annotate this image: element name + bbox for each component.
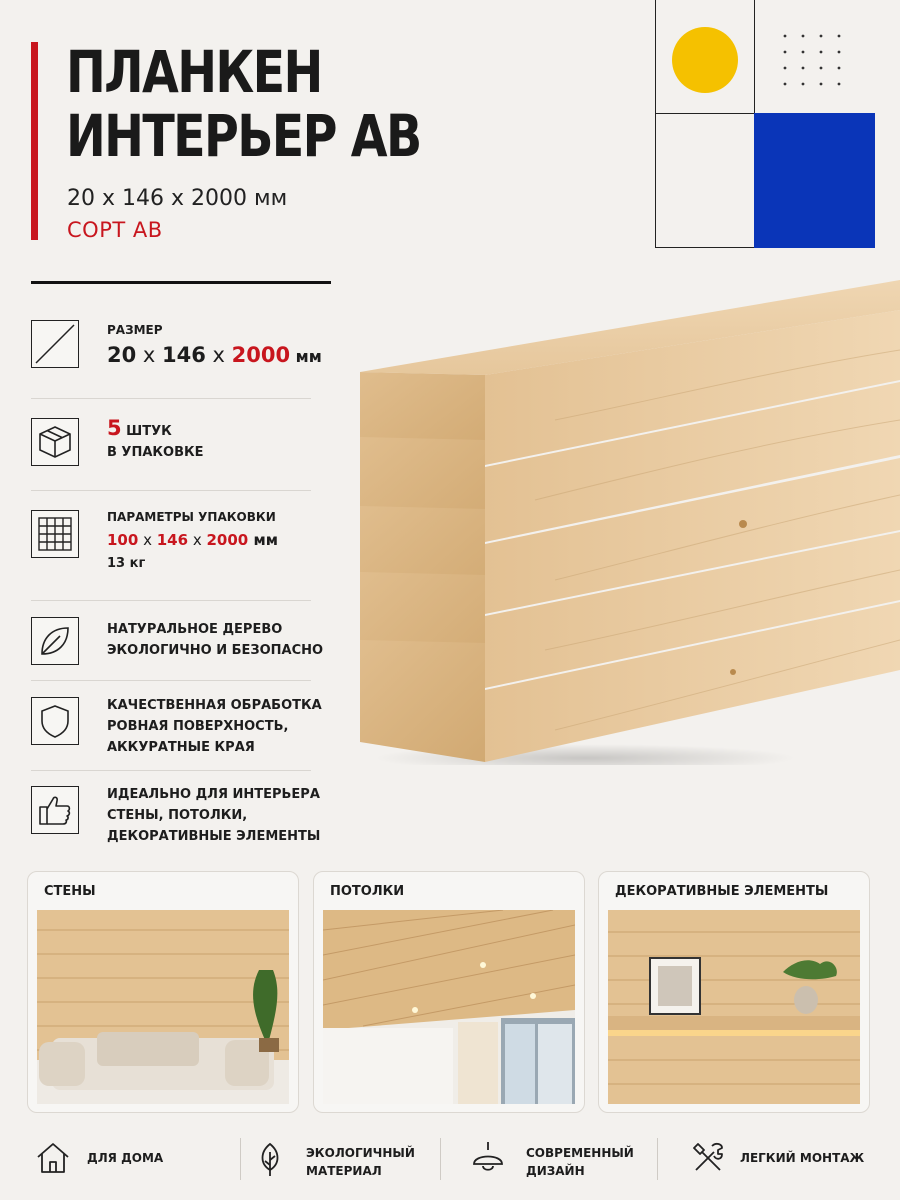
pack-value-c: 2000 bbox=[206, 531, 249, 549]
deco-cell-empty bbox=[655, 113, 755, 248]
footer-item-install bbox=[688, 1138, 878, 1188]
size-value-c: 2000 bbox=[231, 343, 291, 367]
feature-line: СТЕНЫ, ПОТОЛКИ, bbox=[107, 808, 248, 823]
divider bbox=[31, 770, 311, 771]
divider bbox=[31, 600, 311, 601]
accent-bar bbox=[31, 42, 38, 240]
title-line-1: ПЛАНКЕН bbox=[66, 38, 322, 106]
card-decorative bbox=[598, 871, 870, 1113]
footer-label-line: ДИЗАЙН bbox=[526, 1164, 585, 1178]
feature-quality bbox=[31, 697, 322, 761]
footer-item-home bbox=[33, 1138, 233, 1188]
deco-cell-blue bbox=[754, 113, 875, 248]
divider bbox=[31, 490, 311, 491]
card-title: ПОТОЛКИ bbox=[330, 884, 405, 899]
feature-line: КАЧЕСТВЕННАЯ ОБРАБОТКА bbox=[107, 698, 322, 713]
pack-sep: х bbox=[188, 531, 207, 549]
tools-icon bbox=[688, 1138, 728, 1178]
lumber-stack-image bbox=[355, 280, 900, 765]
yellow-circle bbox=[672, 27, 738, 93]
product-grade: СОРТ АВ bbox=[67, 218, 163, 242]
feature-package-params bbox=[31, 510, 311, 580]
footer-label: ЛЕГКИЙ МОНТАЖ bbox=[740, 1151, 865, 1165]
size-sep: х bbox=[136, 343, 163, 367]
feature-line: ДЕКОРАТИВНЫЕ ЭЛЕМЕНТЫ bbox=[107, 829, 321, 844]
thumbs-up-icon bbox=[31, 786, 79, 834]
feature-line: ЭКОЛОГИЧНО И БЕЗОПАСНО bbox=[107, 643, 324, 658]
deco-cell-yellow bbox=[655, 0, 755, 114]
feature-line: РОВНАЯ ПОВЕРХНОСТЬ, bbox=[107, 719, 289, 734]
size-sep: х bbox=[205, 343, 232, 367]
feature-line: АККУРАТНЫЕ КРАЯ bbox=[107, 740, 255, 755]
card-walls bbox=[27, 871, 299, 1113]
pack-unit: мм bbox=[248, 531, 278, 549]
footer-separator bbox=[440, 1138, 441, 1180]
product-dimensions: 20 х 146 х 2000 мм bbox=[67, 186, 288, 211]
feature-quantity bbox=[31, 418, 311, 470]
footer-label bbox=[526, 1144, 634, 1180]
footer-label-line: ЭКОЛОГИЧНЫЙ bbox=[306, 1146, 415, 1160]
size-value-b: 146 bbox=[162, 343, 206, 367]
shield-icon bbox=[31, 697, 79, 745]
feature-size bbox=[31, 320, 322, 372]
box-icon bbox=[31, 418, 79, 466]
footer-item-eco bbox=[250, 1138, 430, 1188]
footer-separator bbox=[657, 1138, 658, 1180]
package-count-label: ШТУК bbox=[121, 424, 172, 439]
pack-sep: х bbox=[138, 531, 157, 549]
footer-label: ДЛЯ ДОМА bbox=[87, 1151, 164, 1165]
deco-cell-dots bbox=[754, 0, 875, 114]
feature-line: НАТУРАЛЬНОЕ ДЕРЕВО bbox=[107, 622, 283, 637]
eco-leaf-icon bbox=[250, 1138, 290, 1178]
feature-natural bbox=[31, 617, 324, 669]
size-unit: мм bbox=[290, 347, 322, 366]
package-count: 5 bbox=[107, 416, 122, 440]
product-title bbox=[66, 40, 421, 168]
divider bbox=[31, 680, 311, 681]
footer-label-line: МАТЕРИАЛ bbox=[306, 1164, 382, 1178]
wall-paneling-photo bbox=[37, 910, 289, 1104]
card-ceilings bbox=[313, 871, 585, 1113]
feature-line: ИДЕАЛЬНО ДЛЯ ИНТЕРЬЕРА bbox=[107, 787, 320, 802]
title-line-2: ИНТЕРЬЕР АВ bbox=[66, 102, 421, 170]
footer-separator bbox=[240, 1138, 241, 1180]
package-weight: 13 кг bbox=[107, 556, 146, 571]
leaf-icon bbox=[31, 617, 79, 665]
footer-label-line: СОВРЕМЕННЫЙ bbox=[526, 1146, 634, 1160]
footer-label bbox=[306, 1144, 415, 1180]
card-title: ДЕКОРАТИВНЫЕ ЭЛЕМЕНТЫ bbox=[615, 884, 829, 899]
package-count-sub: В УПАКОВКЕ bbox=[107, 445, 204, 460]
decorative-grid bbox=[655, 0, 875, 248]
diagonal-size-icon bbox=[31, 320, 79, 368]
decorative-shelf-photo bbox=[608, 910, 860, 1104]
pack-value-a: 100 bbox=[107, 531, 139, 549]
feature-label: ПАРАМЕТРЫ УПАКОВКИ bbox=[107, 510, 276, 524]
ceiling-paneling-photo bbox=[323, 910, 575, 1104]
dot-grid bbox=[784, 35, 841, 86]
size-value-a: 20 bbox=[107, 343, 137, 367]
divider bbox=[31, 398, 311, 399]
card-title: СТЕНЫ bbox=[44, 884, 96, 899]
header-rule bbox=[31, 281, 331, 284]
footer-item-design bbox=[468, 1138, 648, 1188]
lamp-icon bbox=[468, 1138, 508, 1178]
pack-value-b: 146 bbox=[156, 531, 189, 549]
pallet-icon bbox=[31, 510, 79, 558]
feature-interior bbox=[31, 786, 321, 850]
feature-label: РАЗМЕР bbox=[107, 323, 163, 337]
house-icon bbox=[33, 1138, 73, 1178]
